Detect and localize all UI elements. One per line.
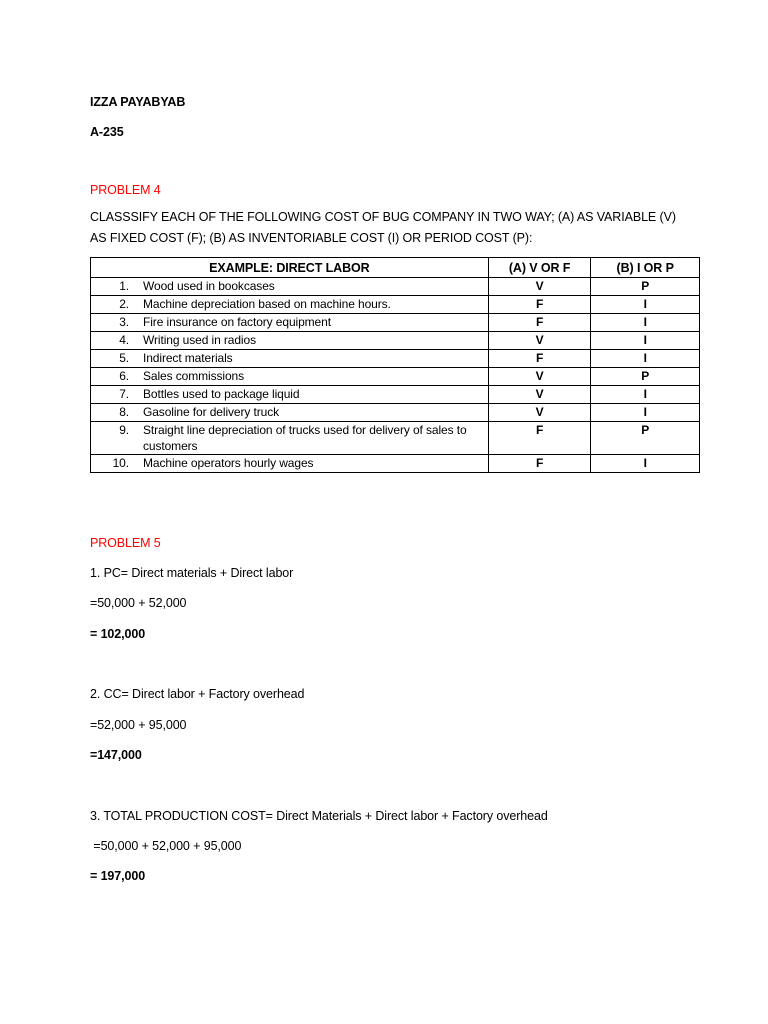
row-number: 10. bbox=[112, 456, 129, 470]
table-row bbox=[91, 278, 700, 296]
cost-classification-table bbox=[90, 257, 700, 473]
student-name: IZZA PAYABYAB bbox=[90, 95, 186, 109]
table-row bbox=[91, 455, 700, 473]
q3-calc: =50,000 + 52,000 + 95,000 bbox=[90, 839, 242, 853]
row-i-or-p: I bbox=[591, 314, 700, 332]
q1-calc: =50,000 + 52,000 bbox=[90, 596, 187, 610]
q1-formula: 1. PC= Direct materials + Direct labor bbox=[90, 566, 294, 580]
row-item: Writing used in radios bbox=[143, 333, 256, 347]
row-number: 3. bbox=[119, 315, 129, 329]
problem4-instruction: CLASSSIFY EACH OF THE FOLLOWING COST OF BUG COMPANY IN TWO WAY; (A) AS VARIABLE (V) AS FIXED COST (F); (B) AS INVENTORIABLE COST (I) OR PERIOD COST (P): bbox=[90, 210, 676, 245]
row-v-or-f: V bbox=[488, 278, 591, 296]
row-v-or-f: V bbox=[488, 368, 591, 386]
q3-result: = 197,000 bbox=[90, 869, 146, 883]
q2-calc: =52,000 + 95,000 bbox=[90, 718, 187, 732]
problem5-heading: PROBLEM 5 bbox=[90, 536, 161, 550]
row-i-or-p: P bbox=[591, 422, 700, 455]
row-v-or-f: F bbox=[488, 455, 591, 473]
row-v-or-f: F bbox=[488, 350, 591, 368]
row-i-or-p: I bbox=[591, 455, 700, 473]
row-item: Gasoline for delivery truck bbox=[143, 405, 280, 419]
row-v-or-f: F bbox=[488, 314, 591, 332]
row-v-or-f: V bbox=[488, 332, 591, 350]
row-i-or-p: I bbox=[591, 386, 700, 404]
table-row bbox=[91, 422, 700, 455]
row-v-or-f: V bbox=[488, 386, 591, 404]
row-item: Fire insurance on factory equipment bbox=[143, 315, 331, 329]
table-row bbox=[91, 368, 700, 386]
problem4-heading: PROBLEM 4 bbox=[90, 183, 161, 197]
row-number: 7. bbox=[119, 387, 129, 401]
row-number: 9. bbox=[119, 423, 129, 437]
row-item: Wood used in bookcases bbox=[143, 279, 275, 293]
row-number: 4. bbox=[119, 333, 129, 347]
q2-formula: 2. CC= Direct labor + Factory overhead bbox=[90, 687, 305, 701]
row-i-or-p: I bbox=[591, 332, 700, 350]
row-i-or-p: P bbox=[591, 278, 700, 296]
row-item: Machine operators hourly wages bbox=[143, 456, 314, 470]
table-row bbox=[91, 404, 700, 422]
row-item: Bottles used to package liquid bbox=[143, 387, 300, 401]
row-i-or-p: I bbox=[591, 296, 700, 314]
row-number: 2. bbox=[119, 297, 129, 311]
q3-formula: 3. TOTAL PRODUCTION COST= Direct Materials + Direct labor + Factory overhead bbox=[90, 809, 548, 823]
header-i-or-p: (B) I OR P bbox=[591, 258, 700, 278]
row-item: Indirect materials bbox=[143, 351, 233, 365]
q1-result: = 102,000 bbox=[90, 627, 146, 641]
header-v-or-f: (A) V OR F bbox=[488, 258, 591, 278]
table-row bbox=[91, 314, 700, 332]
row-v-or-f: F bbox=[488, 422, 591, 455]
row-i-or-p: P bbox=[591, 368, 700, 386]
row-v-or-f: V bbox=[488, 404, 591, 422]
row-i-or-p: I bbox=[591, 404, 700, 422]
row-number: 8. bbox=[119, 405, 129, 419]
row-number: 6. bbox=[119, 369, 129, 383]
table-row bbox=[91, 350, 700, 368]
table-row bbox=[91, 332, 700, 350]
row-v-or-f: F bbox=[488, 296, 591, 314]
row-item: Straight line depreciation of trucks used for delivery of sales to customers bbox=[143, 423, 467, 453]
header-example: EXAMPLE: DIRECT LABOR bbox=[91, 258, 489, 278]
row-i-or-p: I bbox=[591, 350, 700, 368]
row-item: Machine depreciation based on machine hours. bbox=[143, 297, 391, 311]
q2-result: =147,000 bbox=[90, 748, 142, 762]
row-number: 1. bbox=[119, 279, 129, 293]
row-number: 5. bbox=[119, 351, 129, 365]
table-row bbox=[91, 296, 700, 314]
row-item: Sales commissions bbox=[143, 369, 244, 383]
table-header-row bbox=[91, 258, 700, 278]
table-row bbox=[91, 386, 700, 404]
student-section: A-235 bbox=[90, 125, 124, 139]
